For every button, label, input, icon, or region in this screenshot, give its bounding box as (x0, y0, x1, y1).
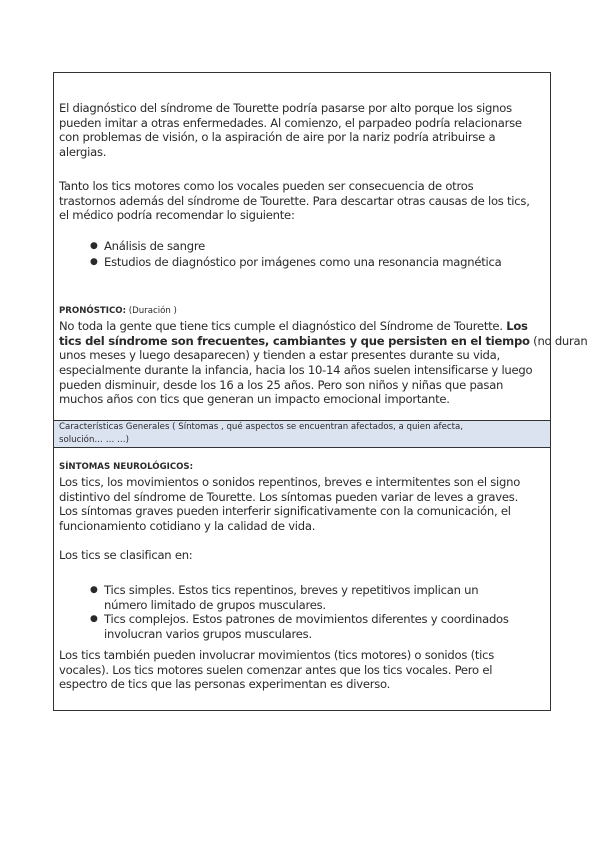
text-line: Características Generales ( Síntomas , qué aspectos se encuentran afectados, a quien afecta, (59, 422, 463, 432)
diagnosis-paragraph (59, 101, 522, 160)
text-line: especialmente durante la infancia, hacia los 10-14 años suelen intensificarse y luego (59, 363, 533, 378)
text-line: Tics simples. Estos tics repentinos, breves y repetitivos implican un (104, 583, 479, 597)
text-line: pueden imitar a otras enfermedades. Al comienzo, el parpadeo podría relacionarse (59, 115, 522, 130)
list-item (90, 583, 509, 612)
list-item (90, 255, 502, 271)
list-item-text: Estudios de diagnóstico por imágenes como una resonancia magnética (104, 255, 502, 269)
text: No toda la gente que tiene tics cumple el diagnóstico del Síndrome de Tourette. (59, 319, 507, 333)
prognosis-heading: PRONÓSTICO: (59, 306, 127, 316)
differential-paragraph (59, 179, 530, 223)
text-line: Los síntomas graves pueden interferir significativamente con la comunicación, el (59, 504, 511, 519)
text-line: trastornos además del síndrome de Tourette. Para descartar otras causas de los tics, (59, 193, 530, 208)
text-line: Los tics, los movimientos o sonidos repentinos, breves e intermitentes son el signo (59, 475, 521, 489)
list-item (90, 612, 509, 642)
text-line: número limitado de grupos musculares. (104, 597, 326, 612)
text-line: vocales). Los tics motores suelen comenzar antes que los tics vocales. Pero el (59, 662, 493, 677)
bullet-icon: ● (90, 585, 98, 595)
text-line: muchos años con tics que generan un impacto emocional importante. (59, 392, 450, 407)
tics-list (90, 583, 509, 642)
text-line: el médico podría recomendar lo siguiente: (59, 208, 295, 223)
text-line: distintivo del síndrome de Tourette. Los síntomas pueden variar de leves a graves. (59, 489, 519, 504)
text: (no duran (529, 333, 588, 348)
prognosis-section (59, 305, 588, 407)
text-line: unos meses y luego desaparecen) y tienden a estar presentes durante su vida, (59, 348, 500, 363)
list-item-text: Análisis de sangre (104, 239, 205, 253)
text-line: alergias. (59, 145, 107, 160)
text-line: con problemas de visión, o la aspiración de aire por la nariz podría atribuirse a (59, 130, 496, 145)
list-item-text (104, 612, 509, 641)
tests-list (90, 239, 502, 271)
classification-intro: Los tics se clasifican en: (59, 548, 193, 562)
symptoms-section (59, 461, 520, 534)
list-item (90, 239, 501, 255)
tics-types-paragraph (59, 648, 494, 692)
symptoms-heading: SÍNTOMAS NEUROLÓGICOS: (59, 462, 194, 472)
text-line: Los tics también pueden involucrar movimientos (tics motores) o sonidos (tics (59, 648, 495, 662)
text-line: espectro de tics que las personas experimentan es diverso. (59, 677, 391, 692)
bullet-icon: ● (90, 257, 98, 267)
section-header-text (59, 421, 463, 447)
text-line: pueden disminuir, desde los 16 a los 25 años. Pero son niños y niñas que pasan (59, 377, 504, 392)
text-line: Tics complejos. Estos patrones de movimientos diferentes y coordinados (104, 612, 509, 627)
text-line: El diagnóstico del síndrome de Tourette podría pasarse por alto porque los signos (59, 101, 512, 115)
bullet-icon: ● (90, 614, 98, 625)
prognosis-rest (59, 348, 588, 407)
text-line: Tanto los tics motores como los vocales pueden ser consecuencia de otros (59, 179, 474, 193)
prognosis-subtitle: (Duración ) (128, 306, 177, 316)
bold-text: tics del síndrome son frecuentes, cambiantes y que persisten en el tiempo (59, 333, 530, 348)
text-line: funcionamiento cotidiano y la calidad de vida. (59, 519, 316, 534)
bold-text: Los (506, 319, 528, 333)
list-item-text (104, 583, 509, 612)
text-line: solución… … …) (59, 435, 129, 445)
symptoms-paragraph (59, 475, 520, 534)
text-line: involucran varios grupos musculares. (104, 627, 312, 642)
bullet-icon: ● (90, 241, 98, 251)
